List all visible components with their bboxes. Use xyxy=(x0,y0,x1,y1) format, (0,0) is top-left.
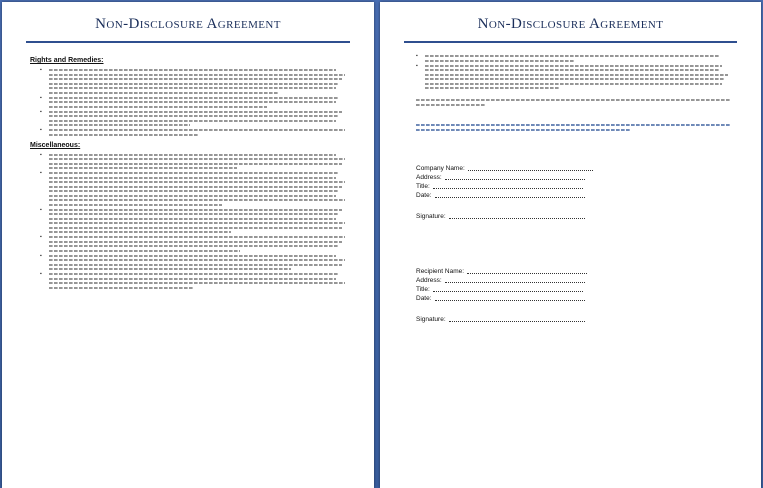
text-line xyxy=(49,154,336,156)
clause-list xyxy=(40,154,348,289)
text-line xyxy=(49,241,342,243)
text-line xyxy=(416,129,630,131)
text-line xyxy=(49,287,193,289)
company-signature-block xyxy=(416,163,731,220)
page-title: Non-Disclosure Agreement xyxy=(477,16,664,32)
company-signature-field[interactable] xyxy=(449,218,585,219)
text-line xyxy=(49,204,222,206)
page-body xyxy=(2,43,374,289)
company-address-field[interactable] xyxy=(445,179,585,180)
signature-row xyxy=(416,163,731,172)
clause-item xyxy=(40,154,348,170)
closing-paragraph xyxy=(416,99,731,106)
text-line xyxy=(49,250,240,252)
text-line xyxy=(425,69,719,71)
text-line xyxy=(425,83,722,85)
text-line xyxy=(49,111,342,113)
text-line xyxy=(49,78,342,80)
text-line xyxy=(416,99,731,101)
text-line xyxy=(49,97,339,99)
page-body xyxy=(380,43,761,323)
company-date-field[interactable] xyxy=(435,197,585,198)
clause-item xyxy=(40,111,348,127)
text-line xyxy=(49,69,336,71)
text-line xyxy=(49,227,342,229)
text-line xyxy=(49,120,336,122)
field-label: Signature: xyxy=(416,212,446,220)
field-label: Signature: xyxy=(416,315,446,323)
signature-row xyxy=(416,284,731,293)
text-line xyxy=(49,115,339,117)
text-line xyxy=(425,74,728,76)
text-line xyxy=(416,124,731,126)
text-line xyxy=(49,186,342,188)
text-line xyxy=(425,60,575,62)
field-label: Title: xyxy=(416,182,430,190)
text-line xyxy=(49,177,336,179)
text-line xyxy=(49,74,345,76)
clause-item xyxy=(40,69,348,94)
clause-item xyxy=(40,273,348,289)
text-line xyxy=(49,255,336,257)
signature-row xyxy=(416,314,731,323)
clause-item xyxy=(416,55,731,62)
text-line xyxy=(49,158,345,160)
signature-row xyxy=(416,181,731,190)
clause-list xyxy=(40,69,348,136)
text-line xyxy=(49,218,336,220)
text-line xyxy=(49,213,339,215)
company-name-field[interactable] xyxy=(468,170,593,171)
text-line xyxy=(49,268,291,270)
field-label: Address: xyxy=(416,173,442,181)
text-line xyxy=(49,92,279,94)
text-line xyxy=(416,104,485,106)
witness-paragraph xyxy=(416,124,731,131)
text-line xyxy=(49,129,345,131)
company-title-field[interactable] xyxy=(433,188,583,189)
text-line xyxy=(49,278,336,280)
text-line xyxy=(49,273,339,275)
signature-row xyxy=(416,172,731,181)
text-line xyxy=(49,259,345,261)
text-line xyxy=(425,65,722,67)
text-line xyxy=(49,124,190,126)
document-page-1[interactable] xyxy=(2,2,374,488)
text-line xyxy=(49,134,199,136)
text-line xyxy=(425,55,719,57)
signature-row xyxy=(416,275,731,284)
recipient-signature-block xyxy=(416,266,731,323)
recipient-signature-field[interactable] xyxy=(449,321,585,322)
text-line xyxy=(49,83,339,85)
text-line xyxy=(49,101,336,103)
text-line xyxy=(49,167,237,169)
clause-item xyxy=(40,172,348,206)
signature-row xyxy=(416,266,731,275)
signature-row xyxy=(416,211,731,220)
text-line xyxy=(49,245,339,247)
document-page-2[interactable] xyxy=(380,2,761,488)
field-label: Address: xyxy=(416,276,442,284)
field-label: Date: xyxy=(416,191,432,199)
text-line xyxy=(425,78,725,80)
recipient-name-field[interactable] xyxy=(467,273,587,274)
section-rights xyxy=(30,57,348,136)
text-line xyxy=(49,231,231,233)
field-label: Title: xyxy=(416,285,430,293)
text-line xyxy=(49,172,339,174)
field-label: Company Name: xyxy=(416,164,465,172)
clause-list xyxy=(416,55,731,89)
clause-item xyxy=(40,209,348,234)
clause-item xyxy=(40,255,348,271)
recipient-title-field[interactable] xyxy=(433,291,583,292)
field-label: Date: xyxy=(416,294,432,302)
text-line xyxy=(49,222,345,224)
recipient-address-field[interactable] xyxy=(445,282,585,283)
text-line xyxy=(49,264,342,266)
section-heading: Miscellaneous: xyxy=(30,141,81,149)
text-line xyxy=(49,209,342,211)
text-line xyxy=(49,236,345,238)
signature-row xyxy=(416,190,731,199)
signature-row xyxy=(416,293,731,302)
clause-item xyxy=(40,97,348,108)
recipient-date-field[interactable] xyxy=(435,300,585,301)
page-title: Non-Disclosure Agreement xyxy=(95,16,281,32)
clause-item xyxy=(416,65,731,90)
text-line xyxy=(49,195,336,197)
clause-item xyxy=(40,129,348,136)
section-misc xyxy=(30,141,348,289)
clause-item xyxy=(40,236,348,252)
text-line xyxy=(49,87,336,89)
text-line xyxy=(49,190,339,192)
field-label: Recipient Name: xyxy=(416,267,465,275)
text-line xyxy=(425,87,560,89)
text-line xyxy=(49,282,345,284)
text-line xyxy=(49,106,267,108)
text-line xyxy=(49,163,342,165)
text-line xyxy=(49,181,345,183)
section-heading: Rights and Remedies: xyxy=(30,57,104,64)
text-line xyxy=(49,199,345,201)
